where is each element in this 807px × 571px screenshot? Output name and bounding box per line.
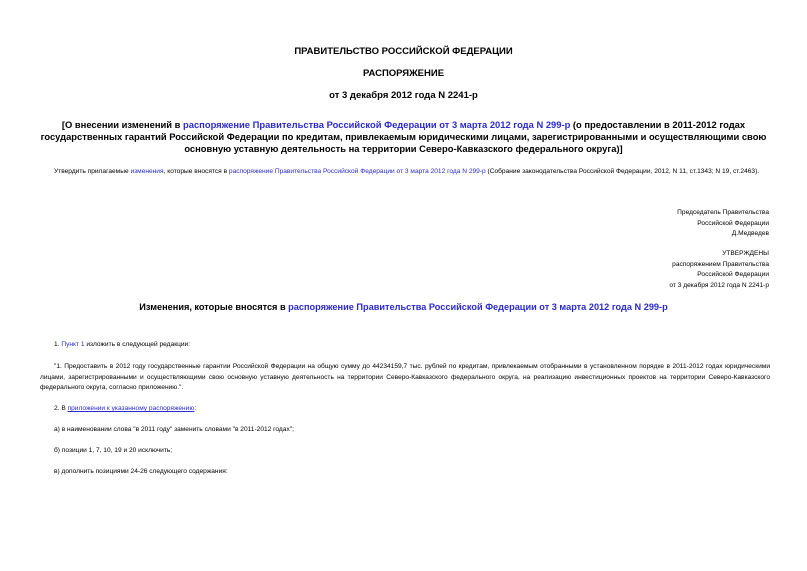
approval-line-3: Российской Федерации [697,271,769,278]
signature-line-1: Председатель Правительства [677,209,769,216]
item-1 [54,340,190,351]
government-heading: ПРАВИТЕЛЬСТВО РОССИЙСКОЙ ФЕДЕРАЦИИ [294,46,513,57]
changes-title-link[interactable]: распоряжение Правительства Российской Федерации от 3 марта 2012 года N 299-р [288,302,668,312]
sub-item-c: в) дополнить позициями 24-26 следующего содержания: [54,468,228,475]
main-paragraph-text-c: (Собрание законодательства Российской Федерации, 2012, N 11, ст.1343; N 19, ст.2463). [485,168,760,175]
item-1-number: 1. [54,341,62,348]
main-paragraph-text-b: , которые вносятся в [163,168,229,175]
changes-title [30,302,777,312]
sub-item-a: а) в наименовании слова "в 2011 году" заменить словами "в 2011-2012 годах"; [54,426,294,433]
item-2-text: : [194,405,197,412]
signature-block [677,208,769,240]
item-1-link[interactable]: Пункт 1 [61,341,85,348]
signature-line-3: Д.Медведев [731,230,769,237]
approval-line-2: распоряжением Правительства [672,260,769,268]
changes-title-text: Изменения, которые вносятся в [139,302,289,312]
item-1-quote: "1. Предоставить в 2012 году государственные гарантии Российской Федерации на общую сумму до 44234159,7 тыс. рублей по кредитам, привлекаемым отобранными в установленном порядке в 2011-2012 годах юридическими лицами, зарегистрированными и осуществляющими свою основную уставную деятельность на территории Северо-Кавказского федерального округа, на реализацию инвестиционных проектов на территории Северо-Кавказского федерального округа, согласно приложению.". [40,363,770,391]
main-paragraph-text-a: Утвердить прилагаемые [54,168,131,175]
main-paragraph [40,167,770,178]
document-date-number: от 3 декабря 2012 года N 2241-р [329,90,478,101]
item-1-text: изложить в следующей редакции: [84,341,191,348]
sub-item-b: б) позиции 1, 7, 10, 19 и 20 исключить; [54,447,173,454]
subject-link[interactable]: распоряжение Правительства Российской Федерации от 3 марта 2012 года N 299-р [183,119,571,130]
signature-line-2: Российской Федерации [697,219,769,227]
document-subject [36,119,771,155]
approval-block [669,249,769,291]
approval-line-1: УТВЕРЖДЕНЫ [722,250,769,257]
subject-suffix: (о предоставлении в 2011-2012 годах государственных гарантий Российской Федерации по кредитам, привлекаемым юридическими лицами, зарегистрированными и осуществляющими свою основную уставную деятельность на территории Северо-Кавказского федерального округа)] [40,119,767,154]
item-2-number: 2. В [54,405,68,412]
document-type-heading: РАСПОРЯЖЕНИЕ [362,68,445,79]
subject-prefix: [О внесении изменений в [61,119,184,130]
item-2-link[interactable]: приложении к указанному распоряжению [67,405,195,412]
changes-link[interactable]: изменения [130,168,164,175]
item-2 [54,404,196,415]
approval-line-4: от 3 декабря 2012 года N 2241-р [669,281,769,289]
order-299-link[interactable]: распоряжение Правительства Российской Федерации от 3 марта 2012 года N 299-р [228,168,486,175]
